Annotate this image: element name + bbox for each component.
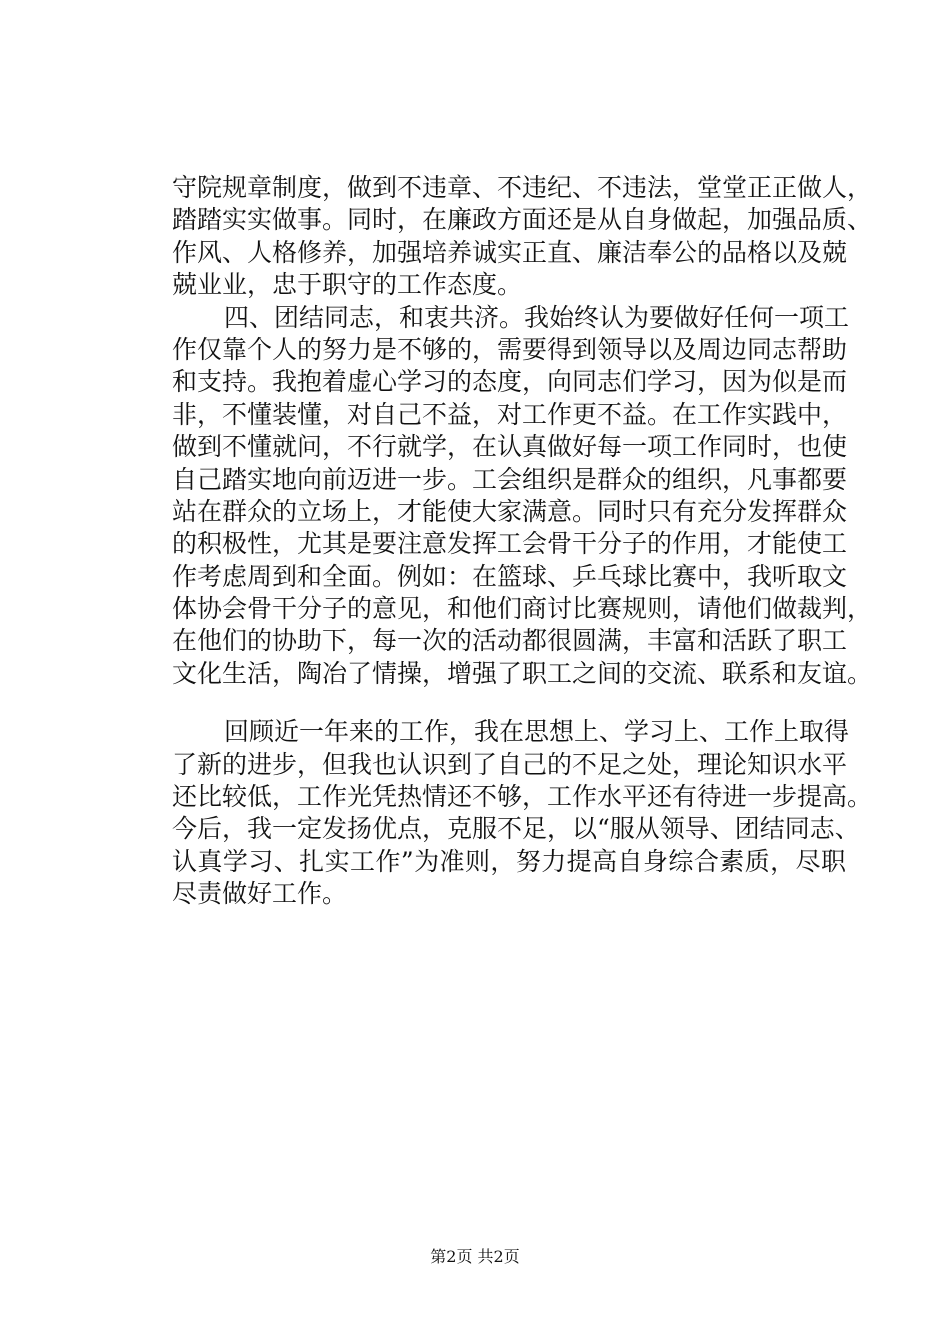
text-line: 站在群众的立场上，才能使大家满意。同时只有充分发挥群众 [172,496,848,526]
text-line: 的积极性，尤其是要注意发挥工会骨干分子的作用，才能使工 [172,529,848,559]
page-footer [0,1244,950,1267]
text-line: 自己踏实地向前迈进一步。工会组织是群众的组织，凡事都要 [172,464,848,494]
paragraph-conduct [172,172,873,302]
document-body [172,172,873,911]
text-line: 文化生活，陶冶了情操，增强了职工之间的交流、联系和友谊。 [172,658,873,688]
text-line: 做到不懂就问，不行就学，在认真做好每一项工作同时，也使 [172,432,848,462]
text-line: 了新的进步，但我也认识到了自己的不足之处，理论知识水平 [172,749,848,779]
page-number: 第2页 共2页 [430,1247,520,1266]
text-line: 尽责做好工作。 [172,879,348,909]
text-line: 作仅靠个人的努力是不够的，需要得到领导以及周边同志帮助 [172,334,848,364]
text-line: 还比较低，工作光凭热情还不够，工作水平还有待进一步提高。 [172,782,873,812]
text-line: 在他们的协助下，每一次的活动都很圆满，丰富和活跃了职工 [172,626,848,656]
text-line: 作风、人格修养，加强培养诚实正直、廉洁奉公的品格以及兢 [172,237,848,267]
paragraph-unity [172,302,873,691]
text-line: 认真学习、扎实工作”为准则，努力提高自身综合素质，尽职 [172,846,846,876]
paragraph-review [172,716,873,910]
text-line: 踏踏实实做事。同时，在廉政方面还是从自身做起，加强品质、 [172,205,873,235]
text-line: 体协会骨干分子的意见，和他们商讨比赛规则，请他们做裁判， [172,594,873,624]
text-line: 守院规章制度，做到不违章、不违纪、不违法，堂堂正正做人， [172,173,873,202]
text-line: 今后，我一定发扬优点，克服不足，以“服从领导、团结同志、 [172,814,860,844]
text-line: 和支持。我抱着虚心学习的态度，向同志们学习，因为似是而 [172,367,848,397]
paragraph-spacer [172,690,852,716]
text-line: 四、团结同志，和衷共济。我始终认为要做好任何一项工 [224,302,850,332]
text-line: 回顾近一年来的工作，我在思想上、学习上、工作上取得 [224,717,850,747]
text-line: 非，不懂装懂，对自己不益，对工作更不益。在工作实践中， [172,399,848,429]
text-line: 兢业业，忠于职守的工作态度。 [172,270,523,300]
text-line: 作考虑周到和全面。例如：在篮球、乒乓球比赛中，我听取文 [172,561,848,591]
